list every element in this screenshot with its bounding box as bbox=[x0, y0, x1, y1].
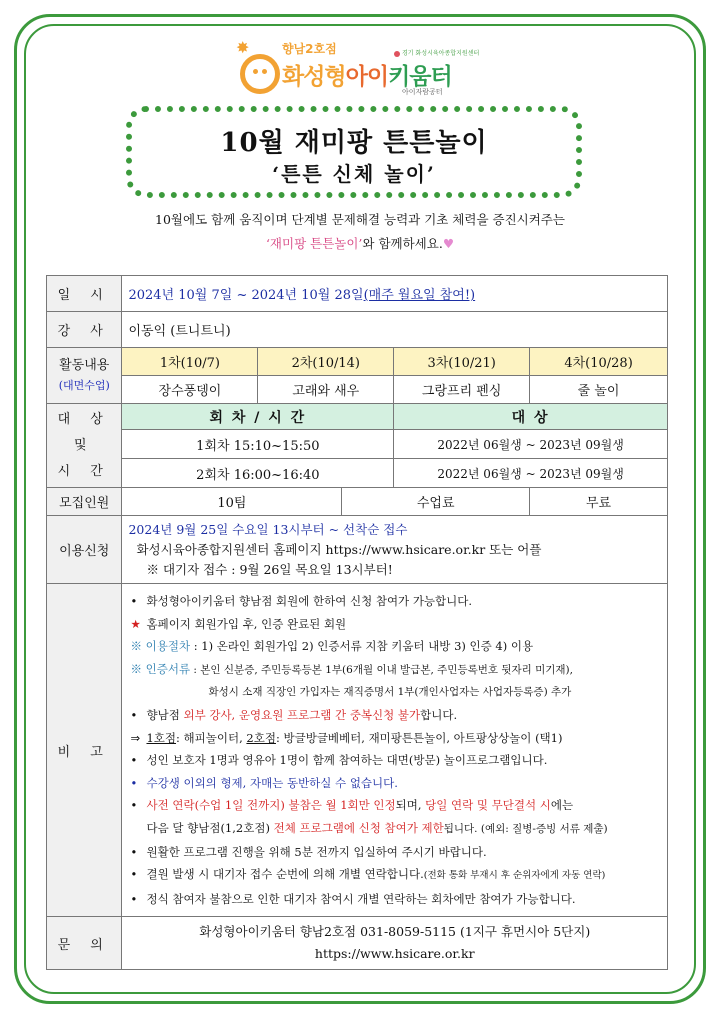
heart-icon: ♥ bbox=[442, 236, 455, 251]
target-time: 1회차 15:10~15:50 bbox=[122, 430, 394, 459]
note-item: • 사전 연락(수업 1일 전까지) 불참은 월 1회만 인정되며, 당일 연락 및 무단결석 시에는 bbox=[130, 798, 574, 813]
smiley-face-icon bbox=[240, 54, 280, 94]
activity-label: 활동내용 (대면수업) bbox=[47, 348, 122, 404]
intro-text-2: ‘재미팡 튼튼놀이’와 함께하세요.♥ bbox=[265, 236, 455, 251]
note-item: ★ 홈페이지 회원가입 후, 인증 완료된 회원 bbox=[130, 613, 659, 636]
target-age: 2022년 06월생 ~ 2023년 09월생 bbox=[394, 430, 668, 459]
logo-branch-name: 향남2호점 bbox=[282, 42, 337, 56]
note-item: • 성인 보호자 1명과 영유아 1명이 함께 참여하는 대면(방문) 놀이프로그램입니다. bbox=[130, 753, 548, 768]
title-box bbox=[126, 106, 582, 198]
note-item: • 수강생 이외의 형제, 자매는 동반하실 수 없습니다. bbox=[130, 775, 398, 790]
table-row bbox=[47, 516, 668, 584]
star-icon: ★ bbox=[130, 616, 141, 631]
note-item: 다음 달 향남점(1,2호점) 전체 프로그램에 신청 참여가 제한됩니다. (예외: 질병-증빙 서류 제출) bbox=[146, 820, 608, 835]
note-item: ⇒ 1호점: 해피놀이터, 2호점: 방글방글베베터, 재미팡튼튼놀이, 아트팡상상놀이 (택1) bbox=[130, 727, 659, 750]
session-round: 3차(10/21) bbox=[394, 348, 530, 376]
table-row bbox=[47, 459, 668, 488]
info-table bbox=[46, 275, 668, 970]
table-row bbox=[47, 348, 668, 376]
table-row bbox=[47, 312, 668, 348]
table-row bbox=[47, 917, 668, 970]
note-item: • 화성형아이키움터 향남점 회원에 한하여 신청 참여가 가능합니다. bbox=[130, 594, 473, 608]
teacher-label: 강 사 bbox=[47, 312, 122, 348]
notes-label: 비 고 bbox=[47, 584, 122, 917]
note-item: • 원활한 프로그램 진행을 위해 5분 전까지 입실하여 주시기 바랍니다. bbox=[130, 844, 487, 859]
session-round: 1차(10/7) bbox=[122, 348, 258, 376]
session-name: 고래와 새우 bbox=[258, 376, 394, 404]
session-name: 그랑프리 펜싱 bbox=[394, 376, 530, 404]
target-head-time: 회 차 / 시 간 bbox=[122, 404, 394, 430]
table-row bbox=[47, 430, 668, 459]
date-value: 2024년 10월 7일 ~ 2024년 10월 28일(매주 월요일 참여!) bbox=[122, 276, 668, 312]
note-item: • 향남점 외부 강사, 운영요원 프로그램 간 중복신청 불가합니다. bbox=[130, 707, 458, 722]
session-round: 2차(10/14) bbox=[258, 348, 394, 376]
note-item: • 결원 발생 시 대기자 접수 순번에 의해 개별 연락합니다.(전화 통화 부재시 후 순위자에게 자동 연락) bbox=[130, 867, 606, 882]
fee-label: 수업료 bbox=[342, 488, 530, 516]
target-age: 2022년 06월생 ~ 2023년 09월생 bbox=[394, 459, 668, 488]
capacity-value: 10팀 bbox=[122, 488, 342, 516]
teacher-value: 이동익 (트니트니) bbox=[122, 312, 668, 348]
logo-title: 화성형아이키움터 bbox=[282, 64, 452, 90]
note-item: ※ 이용절차 : 1) 온라인 회원가입 2) 인증서류 지참 키움터 내방 3) 인증 4) 이용 bbox=[130, 639, 534, 654]
page-subtitle: ‘튼튼 신체 놀이’ bbox=[272, 162, 436, 186]
date-label: 일 시 bbox=[47, 276, 122, 312]
logo-subtitle: 아이자람공터 bbox=[402, 88, 443, 96]
notes-content bbox=[122, 584, 668, 917]
contact-label: 문 의 bbox=[47, 917, 122, 970]
session-name: 장수풍뎅이 bbox=[122, 376, 258, 404]
fee-value: 무료 bbox=[530, 488, 668, 516]
table-row bbox=[47, 276, 668, 312]
center-logo bbox=[236, 38, 496, 100]
apply-value: 2024년 9월 25일 수요일 13시부터 ~ 선착순 접수 화성시육아종합지원센터 홈페이지 https://www.hsicare.or.kr 또는 어플 ※ 대기자 접수 : 9월 26일 목요일 13시부터! bbox=[122, 516, 668, 584]
intro-text: 10월에도 함께 움직이며 단계별 문제해결 능력과 기초 체력을 증진시켜주는 bbox=[155, 212, 565, 227]
contact-value: 화성형아이키움터 향남2호점 031-8059-5115 (1지구 휴먼시아 5단지) https://www.hsicare.or.kr bbox=[122, 917, 668, 970]
note-item: 화성시 소재 직장인 가입자는 재직증명서 1부(개인사업자는 사업자등록증) 추가 bbox=[208, 686, 572, 699]
table-row bbox=[47, 376, 668, 404]
note-item: ※ 인증서류 : 본인 신분증, 주민등록등본 1부(6개월 이내 발급본, 주민등록번호 뒷자리 미기재), bbox=[130, 661, 573, 676]
target-time: 2회차 16:00~16:40 bbox=[122, 459, 394, 488]
session-round: 4차(10/28) bbox=[530, 348, 668, 376]
session-name: 줄 놀이 bbox=[530, 376, 668, 404]
table-row bbox=[47, 404, 668, 430]
note-item: • 정식 참여자 불참으로 인한 대기자 참여시 개별 연락하는 회차에만 참여가 가능합니다. bbox=[130, 891, 576, 906]
table-row bbox=[47, 488, 668, 516]
star-icon: ✸ bbox=[236, 38, 250, 57]
partner-logo: 경기 화성시육아종합지원센터 bbox=[394, 48, 479, 57]
target-head-target: 대 상 bbox=[394, 404, 668, 430]
arrow-icon: ⇒ bbox=[130, 730, 141, 745]
page-title: 10월 재미팡 튼튼놀이 bbox=[220, 128, 488, 158]
apply-label: 이용신청 bbox=[47, 516, 122, 584]
partner-logo-icon bbox=[394, 51, 400, 57]
target-label: 대 상 및 시 간 bbox=[47, 404, 122, 488]
capacity-label: 모집인원 bbox=[47, 488, 122, 516]
table-row bbox=[47, 584, 668, 917]
